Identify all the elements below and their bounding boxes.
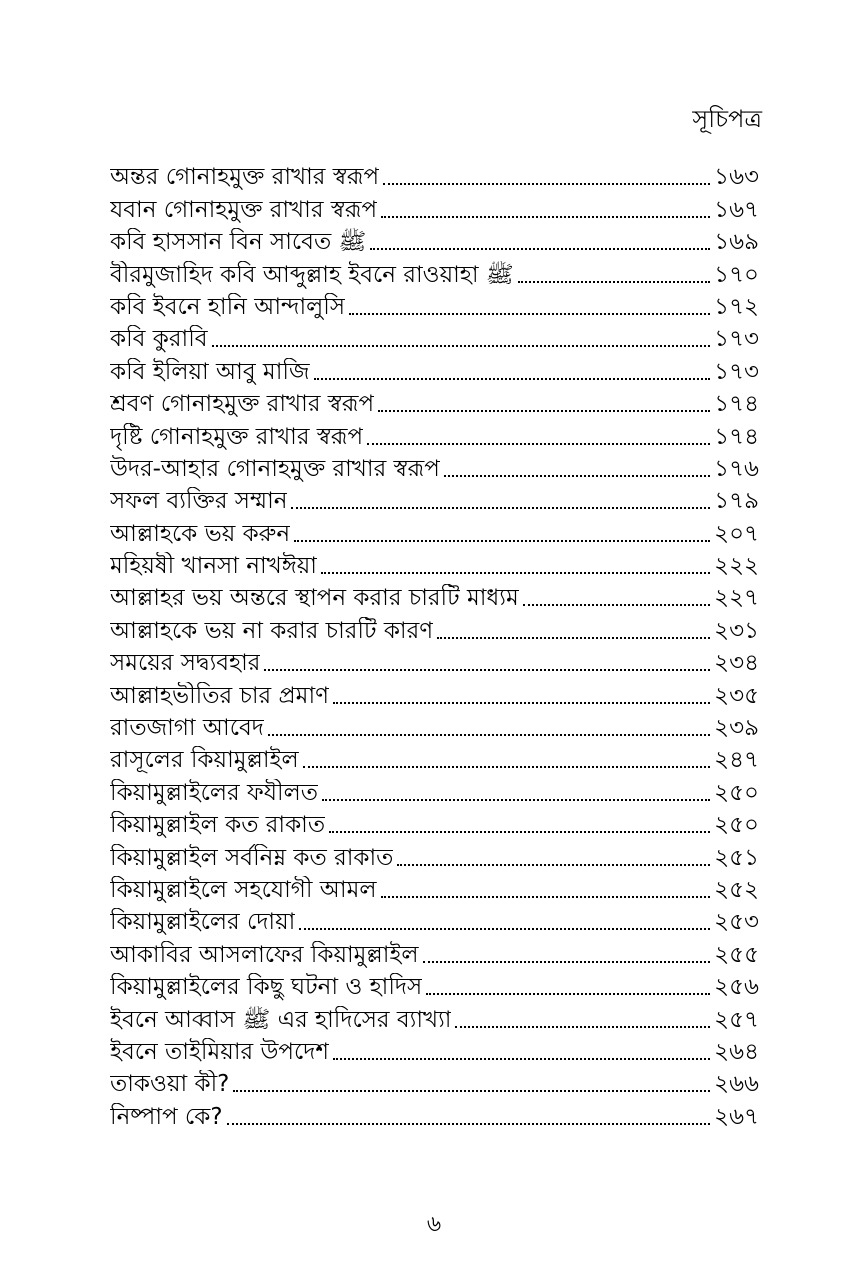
toc-entry-title: রাসূলের কিয়ামুল্লাইল <box>110 747 299 774</box>
toc-entry-page: ২৫২ <box>714 876 759 903</box>
dotted-leader <box>212 345 711 347</box>
toc-entry-page: ২৫৫ <box>714 941 759 968</box>
toc-entry <box>110 1034 759 1066</box>
dotted-leader <box>322 799 710 801</box>
toc-entry-title: সফল ব্যক্তির সম্মান <box>110 488 288 515</box>
toc-entry-page: ১৭৩ <box>714 358 759 385</box>
dotted-leader <box>294 540 710 542</box>
toc-entry-page: ২৫০ <box>714 779 759 806</box>
toc-entry-page: ১৭৩ <box>714 326 759 353</box>
dotted-leader <box>397 864 710 866</box>
toc-entry-page: ২২৭ <box>714 585 759 612</box>
dotted-leader <box>314 378 711 380</box>
toc-entry <box>110 321 759 353</box>
page-number: ৬ <box>426 1212 442 1237</box>
toc-entry-title: আকাবির আসলাফের কিয়ামুল্লাইল <box>110 941 419 968</box>
dotted-leader <box>444 475 710 477</box>
toc-entry-page: ১৬৩ <box>714 164 759 191</box>
dotted-leader <box>370 248 710 250</box>
toc-entry-title: অন্তর গোনাহমুক্ত রাখার স্বরূপ <box>110 164 380 191</box>
toc-entry-title: কবি কুরাবি <box>110 326 208 353</box>
dotted-leader <box>349 313 710 315</box>
toc-entry-page: ২৬৭ <box>714 1103 759 1130</box>
toc-entry-page: ১৭৪ <box>714 391 759 418</box>
toc-entry-title: ইবনে আব্বাস ﷺ এর হাদিসের ব্যাখ্যা <box>110 1006 452 1033</box>
toc-entry-title: আল্লাহকে ভয় করুন <box>110 520 291 547</box>
toc-entry-title: শ্রবণ গোনাহমুক্ত রাখার স্বরূপ <box>110 391 375 418</box>
dotted-leader <box>329 831 710 833</box>
table-of-contents <box>110 159 759 1131</box>
toc-entry-title: আল্লাহর ভয় অন্তরে স্থাপন করার চারটি মাধ্যম <box>110 585 519 612</box>
toc-entry <box>110 774 759 806</box>
toc-entry <box>110 872 759 904</box>
toc-entry-title: কবি হাসসান বিন সাবেত ﷺ <box>110 229 367 256</box>
dotted-leader <box>455 1026 710 1028</box>
toc-entry-page: ২৩১ <box>714 617 759 644</box>
toc-entry <box>110 159 759 191</box>
toc-entry-page: ২৫৭ <box>714 1006 759 1033</box>
toc-entry-title: উদর-আহার গোনাহমুক্ত রাখার স্বরূপ <box>110 455 440 482</box>
toc-entry <box>110 807 759 839</box>
toc-entry-title: আল্লাহকে ভয় না করার চারটি কারণ <box>110 617 434 644</box>
toc-entry-title: কিয়ামুল্লাইলের দোয়া <box>110 909 296 936</box>
dotted-leader <box>381 896 711 898</box>
toc-entry-page: ২৬৬ <box>714 1071 759 1098</box>
dotted-leader <box>523 604 710 606</box>
toc-entry <box>110 904 759 936</box>
toc-entry <box>110 483 759 515</box>
dotted-leader <box>518 281 710 283</box>
toc-entry-title: রাতজাগা আবেদ <box>110 715 264 742</box>
toc-entry <box>110 1066 759 1098</box>
dotted-leader <box>378 410 710 412</box>
dotted-leader <box>264 669 710 671</box>
toc-entry <box>110 612 759 644</box>
dotted-leader <box>299 928 710 930</box>
toc-entry-title: কবি ইবনে হানি আন্দালুসি <box>110 293 346 320</box>
toc-entry-page: ১৭৪ <box>714 423 759 450</box>
toc-entry-page: ২৪৭ <box>714 747 759 774</box>
toc-entry-title: কিয়ামুল্লাইল সর্বনিম্ন কত রাকাত <box>110 844 394 871</box>
dotted-leader <box>268 734 710 736</box>
dotted-leader <box>321 572 710 574</box>
toc-entry <box>110 224 759 256</box>
toc-entry <box>110 839 759 871</box>
toc-entry-page: ১৬৯ <box>714 229 759 256</box>
dotted-leader <box>233 1090 710 1092</box>
toc-entry-page: ১৭২ <box>714 293 759 320</box>
toc-entry <box>110 386 759 418</box>
dotted-leader <box>303 766 711 768</box>
toc-entry <box>110 969 759 1001</box>
toc-entry-page: ২৫৬ <box>714 974 759 1001</box>
toc-entry-page: ২৫৩ <box>714 909 759 936</box>
toc-entry-page: ২৬৪ <box>714 1038 759 1065</box>
dotted-leader <box>333 702 710 704</box>
dotted-leader <box>423 961 711 963</box>
dotted-leader <box>426 993 710 995</box>
toc-entry-title: কিয়ামুল্লাইলের ফযীলত <box>110 779 319 806</box>
dotted-leader <box>227 1123 711 1125</box>
toc-entry-title: যবান গোনাহমুক্ত রাখার স্বরূপ <box>110 196 378 223</box>
toc-entry <box>110 353 759 385</box>
toc-entry <box>110 451 759 483</box>
toc-entry <box>110 710 759 742</box>
toc-entry <box>110 1098 759 1130</box>
toc-entry-title: কিয়ামুল্লাইলের কিছু ঘটনা ও হাদিস <box>110 974 423 1001</box>
toc-entry <box>110 1001 759 1033</box>
toc-entry <box>110 742 759 774</box>
toc-entry <box>110 191 759 223</box>
toc-entry <box>110 645 759 677</box>
toc-entry-page: ২২২ <box>714 553 759 580</box>
toc-entry <box>110 289 759 321</box>
toc-entry-title: মহিয়ষী খানসা নাখঈয়া <box>110 553 317 580</box>
toc-entry-title: সময়ের সদ্ব্যবহার <box>110 650 261 677</box>
toc-entry-page: ১৬৭ <box>714 196 759 223</box>
toc-entry-title: আল্লাহভীতির চার প্রমাণ <box>110 682 330 709</box>
toc-entry-title: কিয়ামুল্লাইল কত রাকাত <box>110 812 326 839</box>
toc-entry <box>110 256 759 288</box>
dotted-leader <box>333 1058 710 1060</box>
toc-entry-page: ২৩৪ <box>714 650 759 677</box>
toc-entry-page: ১৭৬ <box>714 455 759 482</box>
dotted-leader <box>437 637 710 639</box>
toc-entry-page: ১৭০ <box>714 261 759 288</box>
toc-entry <box>110 580 759 612</box>
toc-entry <box>110 677 759 709</box>
toc-entry-page: ২৫০ <box>714 812 759 839</box>
toc-entry-page: ২৩৫ <box>714 682 759 709</box>
toc-entry-title: তাকওয়া কী? <box>110 1071 230 1098</box>
toc-entry <box>110 418 759 450</box>
dotted-leader <box>383 183 710 185</box>
toc-entry <box>110 936 759 968</box>
toc-entry-title: নিষ্পাপ কে? <box>110 1103 223 1130</box>
dotted-leader <box>381 216 710 218</box>
dotted-leader <box>291 507 710 509</box>
toc-entry-page: ২৫১ <box>714 844 759 871</box>
dotted-leader <box>367 443 710 445</box>
page-title: সূচিপত্র <box>692 105 762 133</box>
toc-entry <box>110 515 759 547</box>
toc-entry-page: ২৩৯ <box>714 715 759 742</box>
toc-entry <box>110 548 759 580</box>
toc-entry-title: বীরমুজাহিদ কবি আব্দুল্লাহ ইবনে রাওয়াহা ﷺ <box>110 261 514 288</box>
toc-entry-page: ১৭৯ <box>714 488 759 515</box>
toc-entry-title: ইবনে তাইমিয়ার উপদেশ <box>110 1038 329 1065</box>
toc-entry-page: ২০৭ <box>714 520 759 547</box>
toc-entry-title: কবি ইলিয়া আবু মাজি <box>110 358 310 385</box>
toc-entry-title: দৃষ্টি গোনাহমুক্ত রাখার স্বরূপ <box>110 423 364 450</box>
toc-entry-title: কিয়ামুল্লাইলে সহযোগী আমল <box>110 876 377 903</box>
